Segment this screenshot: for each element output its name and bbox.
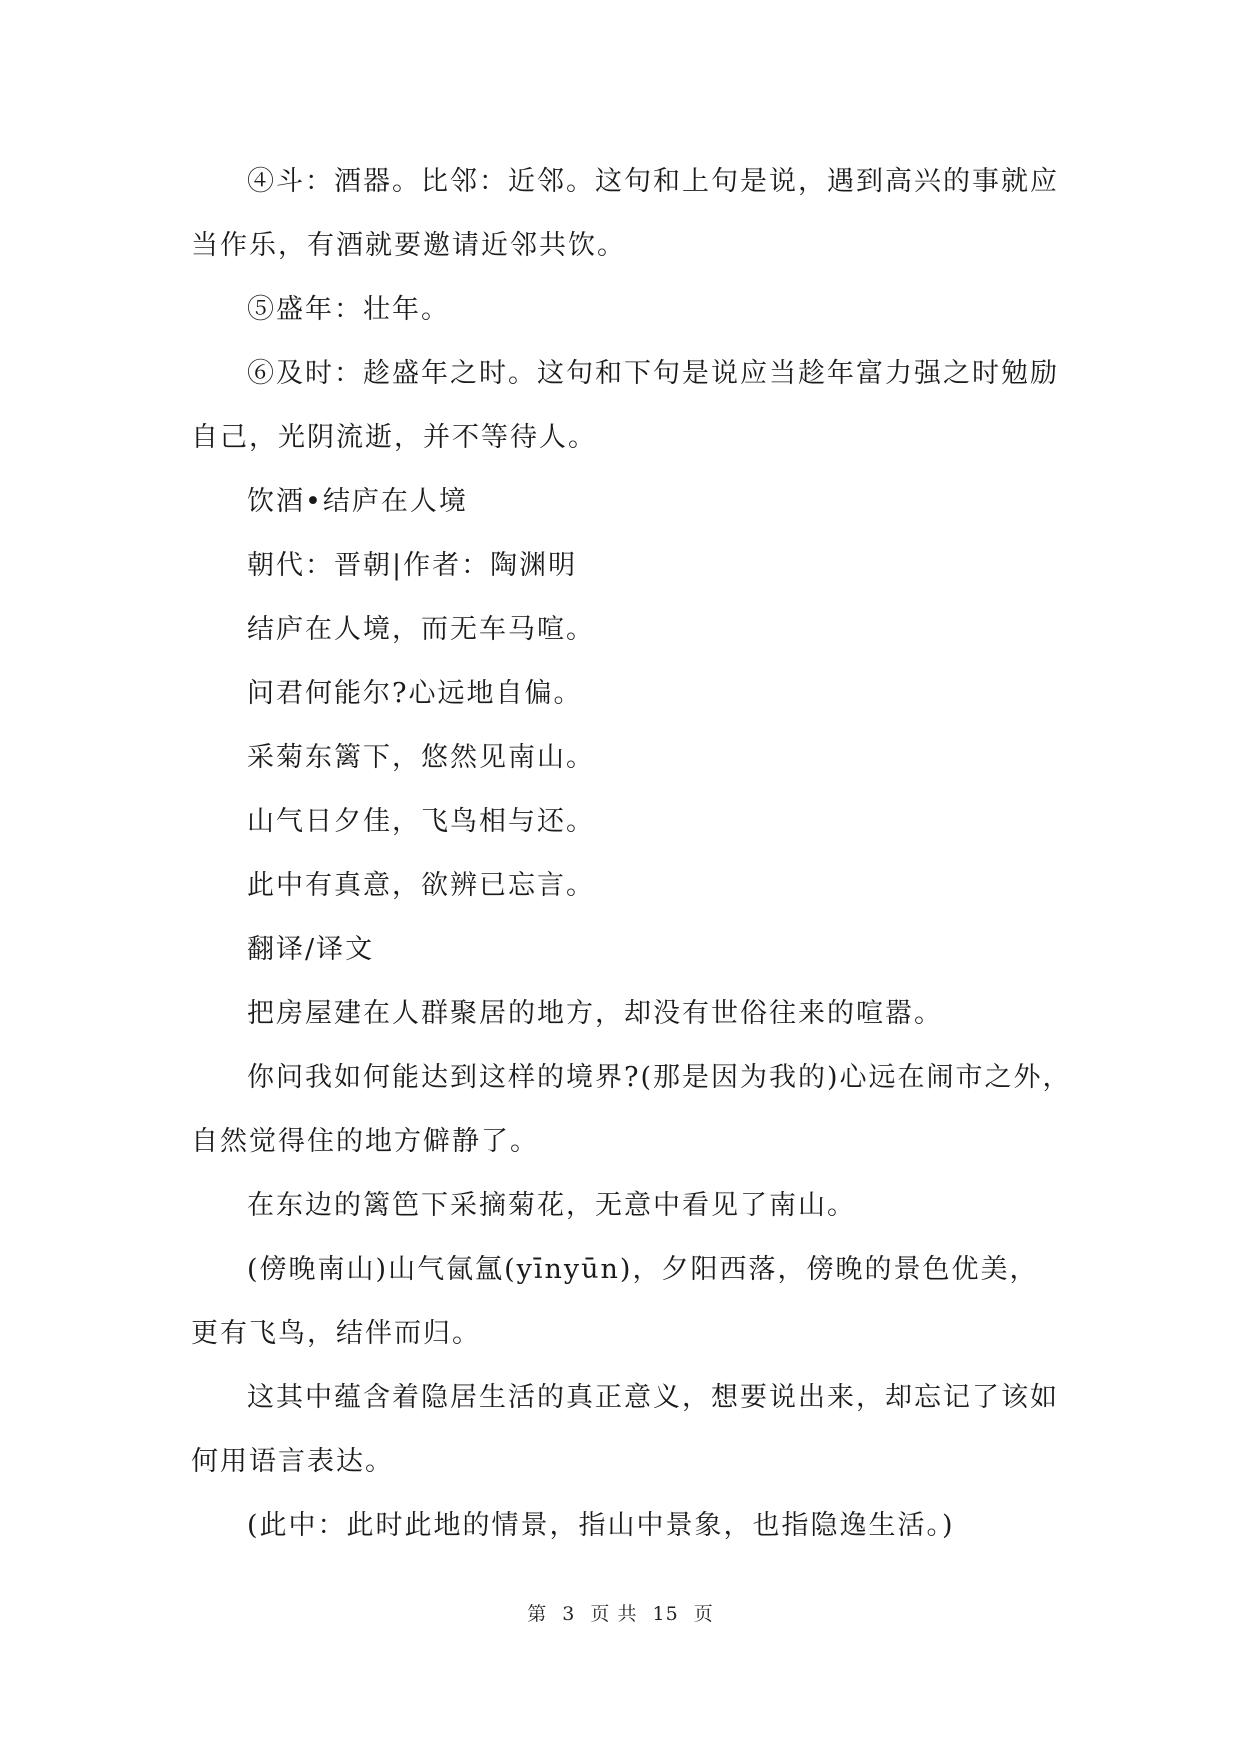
footer-prefix: 第 (527, 1603, 548, 1625)
page-body (191, 158, 1072, 1566)
poem-title: 饮酒•结庐在人境 (247, 486, 468, 517)
text-line: ④斗：酒器。比邻：近邻。这句和上句是说，遇到高兴的事就应 (247, 166, 1059, 197)
total-page-number: 15 (652, 1603, 679, 1625)
current-page-number: 3 (562, 1603, 576, 1625)
annotation-line: (此中：此时此地的情景，指山中景象，也指隐逸生活。) (247, 1510, 955, 1541)
footer-suffix: 页 (693, 1603, 714, 1625)
translation-line: 在东边的篱笆下采摘菊花，无意中看见了南山。 (247, 1190, 856, 1221)
translation-line: 自然觉得住的地方僻静了。 (191, 1126, 539, 1157)
section-heading: 翻译/译文 (247, 934, 375, 965)
poem-line: 采菊东篱下，悠然见南山。 (247, 742, 595, 773)
translation-line: 何用语言表达。 (191, 1446, 394, 1477)
poem-line: 此中有真意，欲辨已忘言。 (247, 870, 595, 901)
text-line: ⑥及时：趁盛年之时。这句和下句是说应当趁年富力强之时勉励 (247, 358, 1059, 389)
page-footer (0, 1599, 1241, 1626)
text-line: 自己，光阴流逝，并不等待人。 (191, 422, 597, 453)
translation-line: 把房屋建在人群聚居的地方，却没有世俗往来的喧嚣。 (247, 998, 943, 1029)
text-line: 当作乐，有酒就要邀请近邻共饮。 (191, 230, 626, 261)
translation-line: 你问我如何能达到这样的境界?(那是因为我的)心远在闹市之外， (247, 1062, 1072, 1093)
text-line: ⑤盛年：壮年。 (247, 294, 450, 325)
translation-line: 更有飞鸟，结伴而归。 (191, 1318, 481, 1349)
poem-meta: 朝代：晋朝|作者：陶渊明 (247, 550, 578, 581)
poem-line: 山气日夕佳，飞鸟相与还。 (247, 806, 595, 837)
poem-line: 问君何能尔?心远地自偏。 (247, 678, 583, 709)
translation-line: 这其中蕴含着隐居生活的真正意义，想要说出来，却忘记了该如 (247, 1382, 1059, 1413)
footer-middle: 页 共 (590, 1603, 638, 1625)
translation-line: (傍晚南山)山气氤氲(yīnyūn)，夕阳西落，傍晚的景色优美， (247, 1254, 1039, 1285)
poem-line: 结庐在人境，而无车马喧。 (247, 614, 595, 645)
